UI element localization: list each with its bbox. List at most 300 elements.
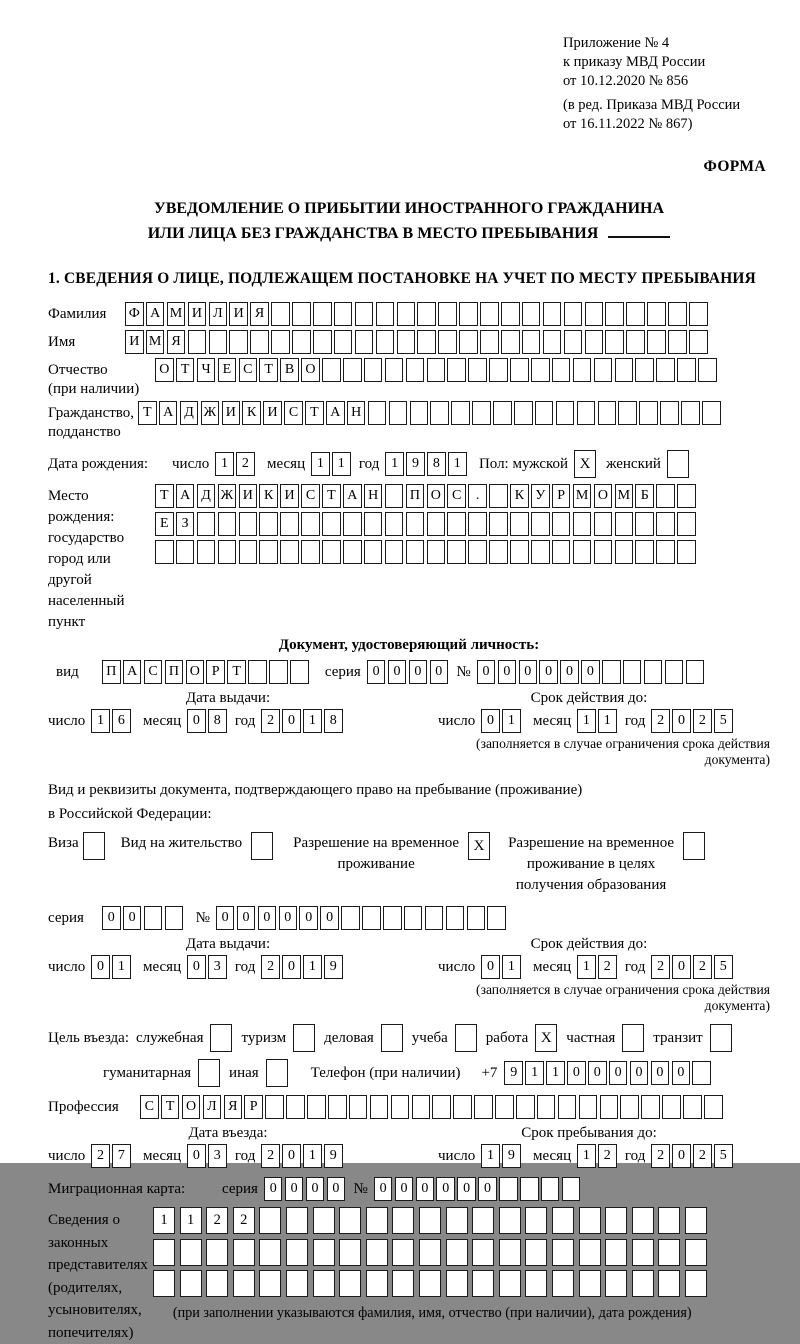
char-cell[interactable]: 1 <box>303 709 322 733</box>
char-cell[interactable] <box>355 302 374 326</box>
char-cell[interactable] <box>218 512 237 536</box>
char-cell[interactable] <box>641 1095 660 1119</box>
char-cell[interactable]: 0 <box>519 660 538 684</box>
char-cell[interactable] <box>495 1095 514 1119</box>
char-cell[interactable] <box>430 401 449 425</box>
char-cell[interactable] <box>265 1095 284 1119</box>
char-cell[interactable]: Т <box>305 401 324 425</box>
char-cell[interactable] <box>683 1095 702 1119</box>
char-cell[interactable] <box>419 1270 441 1297</box>
char-cell[interactable] <box>397 302 416 326</box>
char-cell[interactable] <box>385 540 404 564</box>
purpose-transit-checkbox[interactable] <box>710 1024 732 1052</box>
char-cell[interactable]: 1 <box>577 1144 596 1168</box>
char-cell[interactable]: Ф <box>125 302 144 326</box>
char-cell[interactable] <box>248 660 267 684</box>
char-cell[interactable]: К <box>242 401 261 425</box>
char-cell[interactable]: 1 <box>502 955 521 979</box>
char-cell[interactable]: Т <box>138 401 157 425</box>
char-cell[interactable]: 1 <box>525 1061 544 1085</box>
char-cell[interactable] <box>615 540 634 564</box>
char-cell[interactable]: 1 <box>577 709 596 733</box>
char-cell[interactable] <box>376 330 395 354</box>
char-cell[interactable]: 9 <box>406 452 425 476</box>
char-cell[interactable]: С <box>447 484 466 508</box>
char-cell[interactable]: 0 <box>282 709 301 733</box>
char-cell[interactable] <box>446 1270 468 1297</box>
char-cell[interactable] <box>280 540 299 564</box>
char-cell[interactable] <box>406 358 425 382</box>
char-cell[interactable] <box>468 358 487 382</box>
char-cell[interactable]: 1 <box>448 452 467 476</box>
char-cell[interactable]: Р <box>552 484 571 508</box>
char-cell[interactable] <box>280 512 299 536</box>
char-cell[interactable]: 9 <box>324 1144 343 1168</box>
char-cell[interactable] <box>677 512 696 536</box>
char-cell[interactable] <box>259 1270 281 1297</box>
purpose-humanitarian-checkbox[interactable] <box>198 1059 220 1087</box>
char-cell[interactable] <box>290 660 309 684</box>
char-cell[interactable]: 0 <box>560 660 579 684</box>
char-cell[interactable]: 0 <box>216 906 235 930</box>
char-cell[interactable] <box>556 401 575 425</box>
char-cell[interactable] <box>355 330 374 354</box>
char-cell[interactable]: О <box>186 660 205 684</box>
char-cell[interactable]: Т <box>176 358 195 382</box>
char-cell[interactable] <box>451 401 470 425</box>
char-cell[interactable]: 2 <box>261 955 280 979</box>
char-cell[interactable] <box>286 1207 308 1234</box>
char-cell[interactable]: 2 <box>693 709 712 733</box>
char-cell[interactable] <box>552 1207 574 1234</box>
char-cell[interactable]: 0 <box>630 1061 649 1085</box>
char-cell[interactable] <box>197 512 216 536</box>
char-cell[interactable] <box>206 1270 228 1297</box>
char-cell[interactable]: 1 <box>598 709 617 733</box>
char-cell[interactable] <box>677 358 696 382</box>
char-cell[interactable] <box>447 540 466 564</box>
char-cell[interactable] <box>656 512 675 536</box>
char-cell[interactable]: О <box>594 484 613 508</box>
char-cell[interactable]: Р <box>244 1095 263 1119</box>
char-cell[interactable]: 0 <box>457 1177 476 1201</box>
char-cell[interactable] <box>259 512 278 536</box>
char-cell[interactable] <box>510 358 529 382</box>
char-cell[interactable]: И <box>222 401 241 425</box>
char-cell[interactable] <box>385 512 404 536</box>
char-cell[interactable]: О <box>301 358 320 382</box>
purpose-tourism-checkbox[interactable] <box>293 1024 315 1052</box>
char-cell[interactable] <box>525 1207 547 1234</box>
char-cell[interactable]: С <box>301 484 320 508</box>
char-cell[interactable] <box>489 484 508 508</box>
char-cell[interactable] <box>658 1207 680 1234</box>
char-cell[interactable] <box>598 401 617 425</box>
char-cell[interactable]: С <box>284 401 303 425</box>
char-cell[interactable]: 0 <box>567 1061 586 1085</box>
char-cell[interactable] <box>322 358 341 382</box>
char-cell[interactable] <box>658 1270 680 1297</box>
char-cell[interactable] <box>153 1270 175 1297</box>
char-cell[interactable] <box>639 401 658 425</box>
char-cell[interactable] <box>339 1207 361 1234</box>
char-cell[interactable]: 2 <box>233 1207 255 1234</box>
char-cell[interactable]: 0 <box>123 906 142 930</box>
char-cell[interactable] <box>250 330 269 354</box>
char-cell[interactable] <box>328 1095 347 1119</box>
char-cell[interactable] <box>564 302 583 326</box>
residence-permit-checkbox[interactable] <box>251 832 273 860</box>
char-cell[interactable] <box>615 512 634 536</box>
char-cell[interactable] <box>389 401 408 425</box>
char-cell[interactable] <box>349 1095 368 1119</box>
char-cell[interactable] <box>522 302 541 326</box>
char-cell[interactable]: Л <box>203 1095 222 1119</box>
char-cell[interactable]: 0 <box>416 1177 435 1201</box>
char-cell[interactable] <box>459 302 478 326</box>
char-cell[interactable]: 0 <box>91 955 110 979</box>
char-cell[interactable] <box>493 401 512 425</box>
char-cell[interactable]: 0 <box>264 1177 283 1201</box>
char-cell[interactable]: 1 <box>332 452 351 476</box>
char-cell[interactable]: А <box>123 660 142 684</box>
char-cell[interactable] <box>233 1239 255 1266</box>
char-cell[interactable] <box>552 358 571 382</box>
char-cell[interactable]: Л <box>209 302 228 326</box>
char-cell[interactable]: С <box>239 358 258 382</box>
char-cell[interactable] <box>510 540 529 564</box>
char-cell[interactable] <box>392 1239 414 1266</box>
char-cell[interactable]: 0 <box>320 906 339 930</box>
char-cell[interactable] <box>292 330 311 354</box>
purpose-business-checkbox[interactable] <box>381 1024 403 1052</box>
char-cell[interactable] <box>322 512 341 536</box>
char-cell[interactable]: Т <box>259 358 278 382</box>
char-cell[interactable]: 0 <box>436 1177 455 1201</box>
char-cell[interactable]: 0 <box>409 660 428 684</box>
char-cell[interactable]: 0 <box>395 1177 414 1201</box>
char-cell[interactable]: 3 <box>208 1144 227 1168</box>
char-cell[interactable] <box>472 1207 494 1234</box>
char-cell[interactable]: У <box>531 484 550 508</box>
char-cell[interactable] <box>668 302 687 326</box>
char-cell[interactable] <box>564 330 583 354</box>
char-cell[interactable] <box>510 512 529 536</box>
char-cell[interactable]: 2 <box>91 1144 110 1168</box>
char-cell[interactable] <box>480 330 499 354</box>
char-cell[interactable]: В <box>280 358 299 382</box>
char-cell[interactable] <box>453 1095 472 1119</box>
char-cell[interactable] <box>585 330 604 354</box>
char-cell[interactable] <box>467 906 486 930</box>
char-cell[interactable] <box>531 512 550 536</box>
char-cell[interactable]: И <box>229 302 248 326</box>
char-cell[interactable]: П <box>165 660 184 684</box>
char-cell[interactable]: 0 <box>327 1177 346 1201</box>
char-cell[interactable]: 8 <box>208 709 227 733</box>
char-cell[interactable]: 0 <box>581 660 600 684</box>
char-cell[interactable] <box>704 1095 723 1119</box>
char-cell[interactable] <box>573 512 592 536</box>
char-cell[interactable] <box>656 540 675 564</box>
temp-residence-checkbox[interactable]: X <box>468 832 490 860</box>
char-cell[interactable] <box>233 1270 255 1297</box>
char-cell[interactable] <box>397 330 416 354</box>
char-cell[interactable]: О <box>182 1095 201 1119</box>
char-cell[interactable] <box>537 1095 556 1119</box>
char-cell[interactable]: 5 <box>714 709 733 733</box>
char-cell[interactable]: А <box>176 484 195 508</box>
char-cell[interactable] <box>313 1207 335 1234</box>
char-cell[interactable]: 5 <box>714 955 733 979</box>
char-cell[interactable] <box>474 1095 493 1119</box>
char-cell[interactable]: М <box>615 484 634 508</box>
char-cell[interactable] <box>644 660 663 684</box>
char-cell[interactable] <box>531 540 550 564</box>
char-cell[interactable]: 0 <box>609 1061 628 1085</box>
char-cell[interactable]: С <box>144 660 163 684</box>
char-cell[interactable]: Т <box>227 660 246 684</box>
char-cell[interactable]: Я <box>224 1095 243 1119</box>
char-cell[interactable] <box>364 540 383 564</box>
char-cell[interactable]: 0 <box>237 906 256 930</box>
char-cell[interactable]: 0 <box>285 1177 304 1201</box>
char-cell[interactable]: Е <box>155 512 174 536</box>
char-cell[interactable] <box>605 1207 627 1234</box>
char-cell[interactable]: 0 <box>477 660 496 684</box>
char-cell[interactable]: 8 <box>324 709 343 733</box>
char-cell[interactable] <box>313 330 332 354</box>
char-cell[interactable]: А <box>343 484 362 508</box>
char-cell[interactable] <box>698 358 717 382</box>
char-cell[interactable]: 2 <box>598 955 617 979</box>
char-cell[interactable]: 1 <box>577 955 596 979</box>
char-cell[interactable]: Н <box>364 484 383 508</box>
char-cell[interactable] <box>343 512 362 536</box>
char-cell[interactable]: Т <box>155 484 174 508</box>
char-cell[interactable] <box>501 330 520 354</box>
char-cell[interactable] <box>552 1270 574 1297</box>
char-cell[interactable] <box>427 540 446 564</box>
char-cell[interactable] <box>689 330 708 354</box>
char-cell[interactable] <box>301 540 320 564</box>
char-cell[interactable]: 2 <box>693 1144 712 1168</box>
char-cell[interactable] <box>322 540 341 564</box>
char-cell[interactable] <box>301 512 320 536</box>
char-cell[interactable] <box>681 401 700 425</box>
char-cell[interactable]: 0 <box>481 955 500 979</box>
char-cell[interactable] <box>632 1239 654 1266</box>
char-cell[interactable]: 1 <box>303 955 322 979</box>
purpose-official-checkbox[interactable] <box>210 1024 232 1052</box>
char-cell[interactable] <box>626 302 645 326</box>
purpose-work-checkbox[interactable]: X <box>535 1024 557 1052</box>
char-cell[interactable] <box>446 1239 468 1266</box>
char-cell[interactable] <box>364 512 383 536</box>
char-cell[interactable]: А <box>159 401 178 425</box>
char-cell[interactable] <box>573 540 592 564</box>
char-cell[interactable] <box>404 906 423 930</box>
char-cell[interactable] <box>525 1270 547 1297</box>
char-cell[interactable] <box>406 512 425 536</box>
char-cell[interactable] <box>406 540 425 564</box>
char-cell[interactable] <box>239 512 258 536</box>
char-cell[interactable] <box>446 1207 468 1234</box>
char-cell[interactable] <box>392 1270 414 1297</box>
char-cell[interactable]: 1 <box>303 1144 322 1168</box>
char-cell[interactable] <box>501 302 520 326</box>
char-cell[interactable]: 0 <box>187 955 206 979</box>
char-cell[interactable] <box>334 330 353 354</box>
char-cell[interactable] <box>685 1207 707 1234</box>
char-cell[interactable]: 0 <box>478 1177 497 1201</box>
char-cell[interactable] <box>632 1270 654 1297</box>
char-cell[interactable]: 2 <box>651 955 670 979</box>
char-cell[interactable] <box>632 1207 654 1234</box>
char-cell[interactable]: 1 <box>502 709 521 733</box>
char-cell[interactable]: 0 <box>672 1061 691 1085</box>
char-cell[interactable] <box>269 660 288 684</box>
char-cell[interactable] <box>605 1239 627 1266</box>
char-cell[interactable]: М <box>167 302 186 326</box>
char-cell[interactable] <box>334 302 353 326</box>
char-cell[interactable] <box>341 906 360 930</box>
char-cell[interactable]: 0 <box>374 1177 393 1201</box>
char-cell[interactable] <box>176 540 195 564</box>
char-cell[interactable] <box>573 358 592 382</box>
char-cell[interactable] <box>307 1095 326 1119</box>
char-cell[interactable]: 0 <box>672 709 691 733</box>
char-cell[interactable] <box>585 302 604 326</box>
char-cell[interactable] <box>665 660 684 684</box>
char-cell[interactable] <box>392 1207 414 1234</box>
char-cell[interactable]: Т <box>161 1095 180 1119</box>
char-cell[interactable] <box>658 1239 680 1266</box>
char-cell[interactable] <box>432 1095 451 1119</box>
sex-male-checkbox[interactable]: X <box>574 450 596 478</box>
char-cell[interactable] <box>541 1177 560 1201</box>
char-cell[interactable] <box>535 401 554 425</box>
char-cell[interactable]: 0 <box>187 709 206 733</box>
char-cell[interactable]: 9 <box>502 1144 521 1168</box>
char-cell[interactable] <box>343 540 362 564</box>
char-cell[interactable] <box>499 1270 521 1297</box>
char-cell[interactable] <box>692 1061 711 1085</box>
char-cell[interactable]: Б <box>635 484 654 508</box>
char-cell[interactable] <box>618 401 637 425</box>
char-cell[interactable] <box>499 1177 518 1201</box>
char-cell[interactable]: 0 <box>367 660 386 684</box>
char-cell[interactable]: 1 <box>112 955 131 979</box>
char-cell[interactable] <box>391 1095 410 1119</box>
char-cell[interactable] <box>499 1239 521 1266</box>
char-cell[interactable]: С <box>140 1095 159 1119</box>
char-cell[interactable] <box>271 330 290 354</box>
char-cell[interactable]: Е <box>218 358 237 382</box>
char-cell[interactable]: 2 <box>206 1207 228 1234</box>
char-cell[interactable]: З <box>176 512 195 536</box>
char-cell[interactable] <box>144 906 163 930</box>
purpose-study-checkbox[interactable] <box>455 1024 477 1052</box>
char-cell[interactable] <box>427 512 446 536</box>
char-cell[interactable] <box>370 1095 389 1119</box>
char-cell[interactable] <box>385 484 404 508</box>
char-cell[interactable] <box>343 358 362 382</box>
char-cell[interactable] <box>180 1239 202 1266</box>
char-cell[interactable]: 0 <box>279 906 298 930</box>
char-cell[interactable] <box>543 330 562 354</box>
char-cell[interactable]: 1 <box>385 452 404 476</box>
char-cell[interactable]: 0 <box>306 1177 325 1201</box>
char-cell[interactable] <box>410 401 429 425</box>
char-cell[interactable]: 0 <box>498 660 517 684</box>
char-cell[interactable] <box>419 1239 441 1266</box>
char-cell[interactable]: 9 <box>504 1061 523 1085</box>
char-cell[interactable] <box>594 512 613 536</box>
char-cell[interactable] <box>656 484 675 508</box>
char-cell[interactable] <box>286 1239 308 1266</box>
char-cell[interactable]: 0 <box>258 906 277 930</box>
char-cell[interactable] <box>292 302 311 326</box>
char-cell[interactable]: О <box>155 358 174 382</box>
char-cell[interactable]: 8 <box>427 452 446 476</box>
char-cell[interactable] <box>579 1207 601 1234</box>
char-cell[interactable] <box>480 302 499 326</box>
char-cell[interactable]: К <box>510 484 529 508</box>
char-cell[interactable] <box>579 1239 601 1266</box>
char-cell[interactable] <box>229 330 248 354</box>
char-cell[interactable]: П <box>406 484 425 508</box>
char-cell[interactable] <box>626 330 645 354</box>
char-cell[interactable]: 6 <box>112 709 131 733</box>
char-cell[interactable]: 0 <box>282 1144 301 1168</box>
char-cell[interactable] <box>259 540 278 564</box>
char-cell[interactable] <box>623 660 642 684</box>
char-cell[interactable] <box>376 302 395 326</box>
char-cell[interactable] <box>417 302 436 326</box>
char-cell[interactable] <box>197 540 216 564</box>
char-cell[interactable] <box>660 401 679 425</box>
sex-female-checkbox[interactable] <box>667 450 689 478</box>
char-cell[interactable]: 1 <box>546 1061 565 1085</box>
char-cell[interactable] <box>366 1239 388 1266</box>
char-cell[interactable] <box>525 1239 547 1266</box>
char-cell[interactable]: 0 <box>187 1144 206 1168</box>
char-cell[interactable] <box>368 401 387 425</box>
char-cell[interactable] <box>620 1095 639 1119</box>
char-cell[interactable] <box>514 401 533 425</box>
char-cell[interactable]: 0 <box>430 660 449 684</box>
char-cell[interactable]: Ж <box>201 401 220 425</box>
char-cell[interactable] <box>180 1270 202 1297</box>
char-cell[interactable]: 0 <box>102 906 121 930</box>
char-cell[interactable] <box>446 906 465 930</box>
purpose-private-checkbox[interactable] <box>622 1024 644 1052</box>
char-cell[interactable] <box>543 302 562 326</box>
char-cell[interactable] <box>259 1239 281 1266</box>
char-cell[interactable] <box>689 302 708 326</box>
char-cell[interactable]: Ч <box>197 358 216 382</box>
char-cell[interactable]: И <box>263 401 282 425</box>
char-cell[interactable]: Т <box>322 484 341 508</box>
char-cell[interactable]: 1 <box>153 1207 175 1234</box>
char-cell[interactable]: . <box>468 484 487 508</box>
char-cell[interactable]: 0 <box>539 660 558 684</box>
char-cell[interactable] <box>499 1207 521 1234</box>
char-cell[interactable] <box>520 1177 539 1201</box>
char-cell[interactable] <box>677 540 696 564</box>
char-cell[interactable] <box>438 330 457 354</box>
